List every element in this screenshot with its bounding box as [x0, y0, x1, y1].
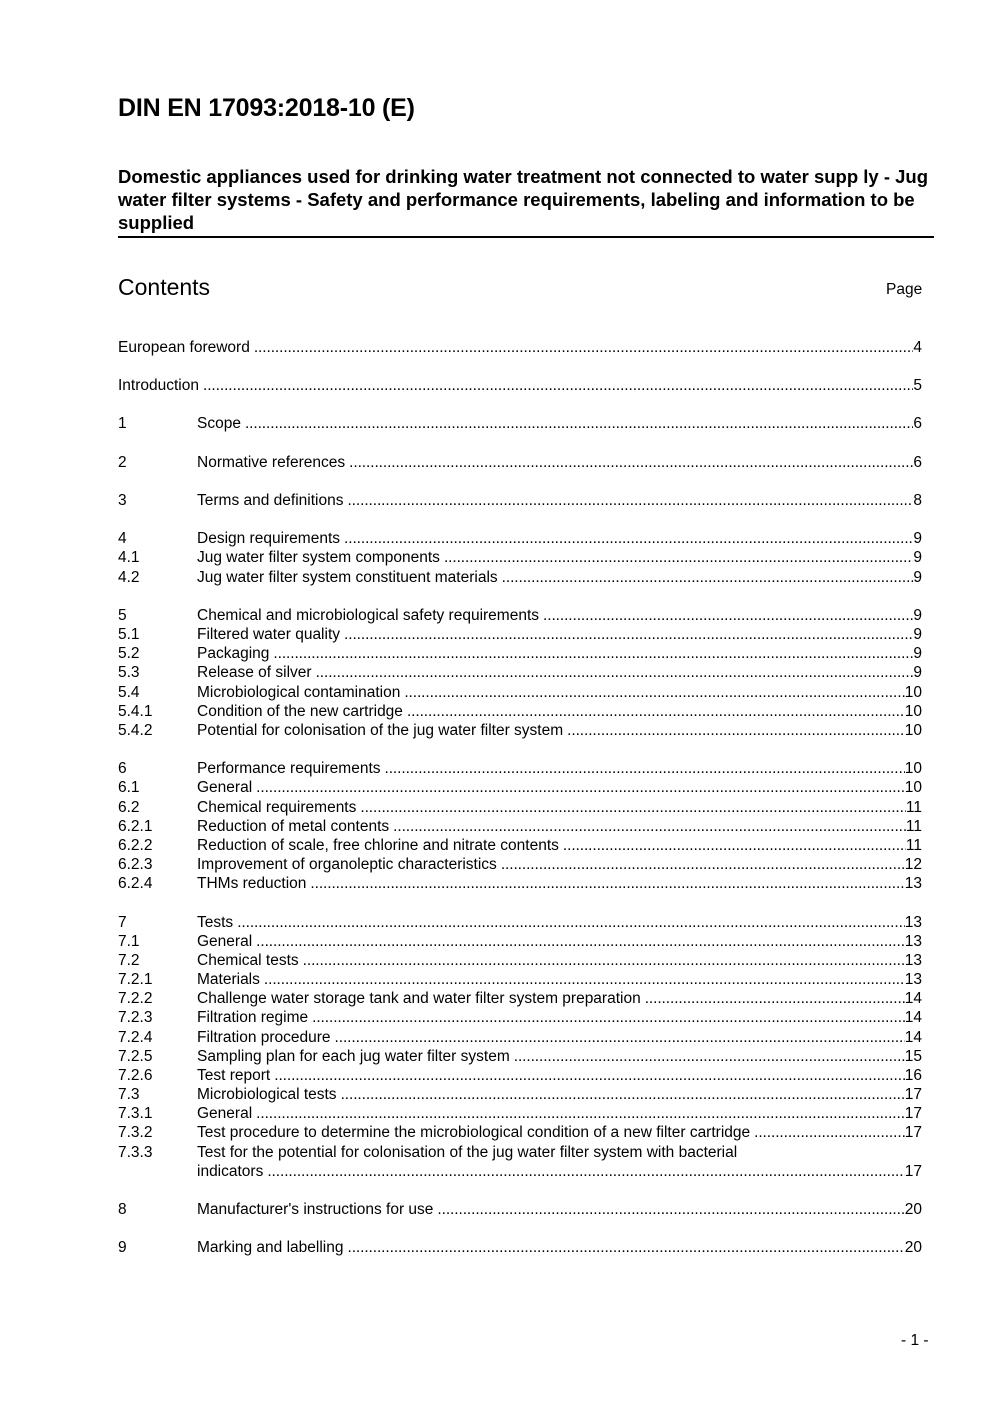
- toc-page: 6: [913, 454, 922, 471]
- toc-page: 9: [913, 530, 922, 547]
- toc-page: 9: [913, 607, 922, 624]
- toc-entry[interactable]: [118, 721, 922, 741]
- toc-page: 5: [913, 377, 922, 394]
- toc-number: 5.4: [118, 684, 140, 701]
- toc-page: 9: [913, 549, 922, 566]
- toc-entry[interactable]: [118, 798, 922, 818]
- toc-label: Packaging: [197, 645, 270, 662]
- toc-number: 7.2.3: [118, 1009, 153, 1026]
- toc-entry[interactable]: [118, 548, 922, 568]
- toc-label: European foreword: [118, 339, 250, 356]
- toc-number: 7.2.5: [118, 1048, 153, 1065]
- toc-label: Test report: [197, 1067, 271, 1084]
- toc-page: 13: [904, 933, 922, 950]
- toc-number: 6.2.3: [118, 856, 153, 873]
- toc-label: General: [197, 1105, 253, 1122]
- toc-page: 16: [904, 1067, 922, 1084]
- toc-number: 6.2.4: [118, 875, 153, 892]
- contents-heading: Contents: [118, 274, 211, 300]
- toc-entry[interactable]: [118, 453, 922, 473]
- footer-page-number: - 1 -: [901, 1332, 929, 1349]
- toc-page: 10: [904, 760, 922, 777]
- toc-number: 6: [118, 760, 127, 777]
- toc-page: 10: [904, 703, 922, 720]
- toc-label: indicators: [197, 1163, 264, 1180]
- toc-label: Terms and definitions: [197, 492, 344, 509]
- toc-number: 6.2: [118, 799, 140, 816]
- toc-label: General: [197, 779, 253, 796]
- toc-number: 7.1: [118, 933, 140, 950]
- toc-page: 13: [904, 971, 922, 988]
- toc-number: 5.3: [118, 664, 140, 681]
- toc-number: 1: [118, 415, 127, 432]
- toc-page: 13: [904, 914, 922, 931]
- toc-number: 5.4.2: [118, 722, 153, 739]
- toc-number: 6.1: [118, 779, 140, 796]
- toc-page: 10: [904, 779, 922, 796]
- toc-page: 17: [904, 1124, 922, 1141]
- toc-entry[interactable]: [118, 1162, 922, 1182]
- toc-label: Chemical tests: [197, 952, 299, 969]
- toc-number: 9: [118, 1239, 127, 1256]
- toc-entry[interactable]: [118, 338, 922, 358]
- toc-number: 5.2: [118, 645, 140, 662]
- toc-page: 4: [913, 339, 922, 356]
- toc-entry[interactable]: [118, 414, 922, 434]
- toc-entry[interactable]: [118, 1008, 922, 1028]
- toc-entry[interactable]: [118, 702, 922, 722]
- toc-entry[interactable]: [118, 1085, 922, 1105]
- toc-entry[interactable]: [118, 874, 922, 894]
- toc-page: 14: [904, 1029, 922, 1046]
- toc-entry[interactable]: [118, 989, 922, 1009]
- toc-number: 7: [118, 914, 127, 931]
- toc-label: Reduction of scale, free chlorine and nitrate contents: [197, 837, 559, 854]
- toc-page: 17: [904, 1163, 922, 1180]
- toc-entry[interactable]: [118, 1200, 922, 1220]
- toc-label: Filtration procedure: [197, 1029, 331, 1046]
- table-of-contents: [118, 0, 922, 1403]
- toc-label: Tests: [197, 914, 234, 931]
- toc-number: 7.2.4: [118, 1029, 153, 1046]
- toc-page: 9: [913, 569, 922, 586]
- toc-number: 3: [118, 492, 127, 509]
- toc-page: 20: [904, 1239, 922, 1256]
- toc-label: Manufacturer's instructions for use: [197, 1201, 434, 1218]
- toc-label: Test procedure to determine the microbiological condition of a new filter cartridge: [197, 1124, 751, 1141]
- toc-number: 5.4.1: [118, 703, 153, 720]
- toc-entry[interactable]: [118, 568, 922, 588]
- toc-label: Scope: [197, 415, 241, 432]
- toc-label: Normative references: [197, 454, 346, 471]
- toc-number: 4.1: [118, 549, 140, 566]
- toc-number: 7.3.3: [118, 1144, 153, 1161]
- toc-label: Microbiological tests: [197, 1086, 337, 1103]
- toc-page: 11: [905, 799, 922, 816]
- toc-entry[interactable]: [118, 529, 922, 549]
- toc-page: 15: [904, 1048, 922, 1065]
- toc-label: Design requirements: [197, 530, 341, 547]
- toc-page: 9: [913, 626, 922, 643]
- toc-label-first-line: Test for the potential for colonisation of the jug water filter system with bacterial: [197, 1144, 738, 1161]
- toc-number: 8: [118, 1201, 127, 1218]
- toc-page: 12: [904, 856, 922, 873]
- toc-entry[interactable]: [118, 1047, 922, 1067]
- toc-number: 4: [118, 530, 127, 547]
- toc-number: 5: [118, 607, 127, 624]
- document-title: Domestic appliances used for drinking water treatment not connected to water supp ly - Jug water filter systems - Safety and performance requirements, labeling and information to be supplied: [118, 165, 934, 238]
- toc-label: Improvement of organoleptic characteristics: [197, 856, 497, 873]
- toc-entry-multiline-first[interactable]: [118, 1143, 922, 1163]
- toc-page: 10: [904, 722, 922, 739]
- toc-entry[interactable]: [118, 1028, 922, 1048]
- toc-label: Marking and labelling: [197, 1239, 344, 1256]
- document-id: DIN EN 17093:2018-10 (E): [118, 94, 415, 122]
- toc-label: Materials: [197, 971, 260, 988]
- toc-label: THMs reduction: [197, 875, 307, 892]
- toc-label: Chemical requirements: [197, 799, 357, 816]
- toc-entry[interactable]: [118, 683, 922, 703]
- toc-number: 5.1: [118, 626, 140, 643]
- toc-entry[interactable]: [118, 1104, 922, 1124]
- toc-entry[interactable]: [118, 644, 922, 664]
- toc-number: 7.3.1: [118, 1105, 153, 1122]
- toc-number: 7.3: [118, 1086, 140, 1103]
- toc-entry[interactable]: [118, 1066, 922, 1086]
- toc-number: 6.2.2: [118, 837, 153, 854]
- toc-page: 10: [904, 684, 922, 701]
- toc-page: 13: [904, 952, 922, 969]
- toc-page: 14: [904, 1009, 922, 1026]
- toc-page: 17: [904, 1105, 922, 1122]
- toc-label: Potential for colonisation of the jug water filter system: [197, 722, 564, 739]
- toc-entry[interactable]: [118, 1238, 922, 1258]
- toc-number: 7.3.2: [118, 1124, 153, 1141]
- toc-page: 13: [904, 875, 922, 892]
- toc-label: Filtration regime: [197, 1009, 309, 1026]
- toc-page: 14: [904, 990, 922, 1007]
- toc-entry[interactable]: [118, 663, 922, 683]
- toc-number: 4.2: [118, 569, 140, 586]
- toc-entry[interactable]: [118, 606, 922, 626]
- toc-entry[interactable]: [118, 836, 922, 856]
- toc-entry[interactable]: [118, 913, 922, 933]
- toc-entry[interactable]: [118, 625, 922, 645]
- toc-label: Reduction of metal contents: [197, 818, 390, 835]
- toc-page: 20: [904, 1201, 922, 1218]
- page-column-label: Page: [886, 281, 923, 298]
- toc-entry[interactable]: [118, 376, 922, 396]
- toc-label: Jug water filter system components: [197, 549, 440, 566]
- toc-entry[interactable]: [118, 778, 922, 798]
- toc-number: 7.2.2: [118, 990, 153, 1007]
- toc-label: Sampling plan for each jug water filter system: [197, 1048, 510, 1065]
- toc-label: Condition of the new cartridge: [197, 703, 403, 720]
- toc-label: Microbiological contamination: [197, 684, 401, 701]
- toc-label: Chemical and microbiological safety requirements: [197, 607, 540, 624]
- toc-label: General: [197, 933, 253, 950]
- toc-label: Challenge water storage tank and water filter system preparation: [197, 990, 641, 1007]
- toc-entry[interactable]: [118, 491, 922, 511]
- toc-entry[interactable]: [118, 932, 922, 952]
- toc-number: 6.2.1: [118, 818, 153, 835]
- toc-page: 9: [913, 645, 922, 662]
- toc-page: 8: [913, 492, 922, 509]
- toc-label: Jug water filter system constituent materials: [197, 569, 498, 586]
- toc-entry[interactable]: [118, 817, 922, 837]
- toc-number: 7.2.1: [118, 971, 153, 988]
- toc-entry[interactable]: [118, 1123, 922, 1143]
- toc-label: Performance requirements: [197, 760, 381, 777]
- toc-number: 2: [118, 454, 127, 471]
- toc-page: 11: [905, 818, 922, 835]
- toc-page: 17: [904, 1086, 922, 1103]
- toc-page: 6: [913, 415, 922, 432]
- toc-number: 7.2: [118, 952, 140, 969]
- toc-page: 11: [905, 837, 922, 854]
- toc-label: Release of silver: [197, 664, 312, 681]
- toc-label: Filtered water quality: [197, 626, 341, 643]
- toc-page: 9: [913, 664, 922, 681]
- toc-label: Introduction: [118, 377, 199, 394]
- toc-entry[interactable]: [118, 759, 922, 779]
- toc-number: 7.2.6: [118, 1067, 153, 1084]
- toc-entry[interactable]: [118, 951, 922, 971]
- toc-entry[interactable]: [118, 970, 922, 990]
- toc-entry[interactable]: [118, 855, 922, 875]
